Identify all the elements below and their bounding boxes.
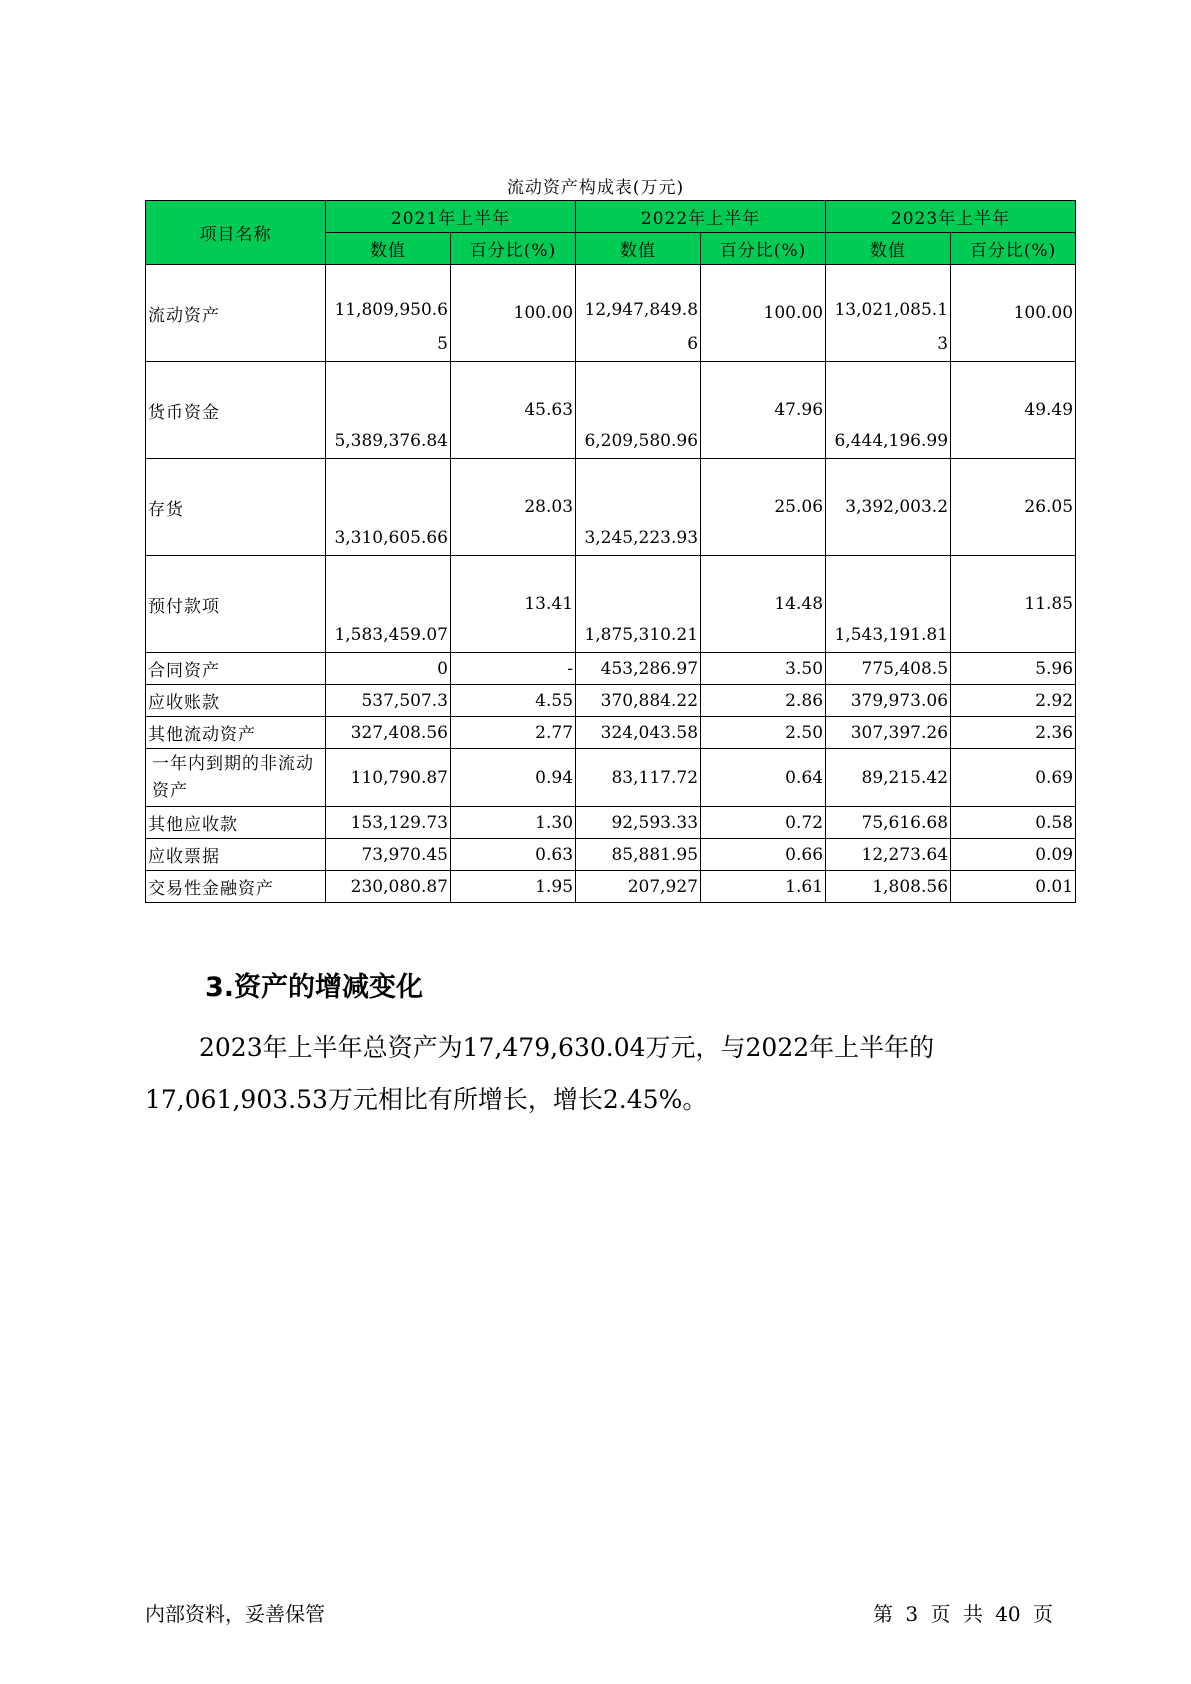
percent-cell: 100.00 <box>701 265 826 362</box>
percent-cell: 100.00 <box>951 265 1076 362</box>
percent-cell: 28.03 <box>451 459 576 556</box>
row-name: 合同资产 <box>146 653 326 685</box>
section-heading: 3.资产的增减变化 <box>205 972 424 1003</box>
table-row <box>146 871 1076 903</box>
value-cell: 1,583,459.07 <box>326 556 451 653</box>
header-value: 数值 <box>826 233 951 265</box>
value-cell: 307,397.26 <box>826 717 951 749</box>
value-cell: 12,947,849.86 <box>576 265 701 362</box>
table-row <box>146 749 1076 807</box>
value-cell: 92,593.33 <box>576 807 701 839</box>
percent-cell: 49.49 <box>951 362 1076 459</box>
percent-cell: 47.96 <box>701 362 826 459</box>
value-cell: 3,392,003.2 <box>826 459 951 556</box>
table-row <box>146 459 1076 556</box>
percent-cell: 14.48 <box>701 556 826 653</box>
header-item-name: 项目名称 <box>146 201 326 265</box>
value-cell: 775,408.5 <box>826 653 951 685</box>
row-name: 其他应收款 <box>146 807 326 839</box>
percent-cell: 13.41 <box>451 556 576 653</box>
value-cell: 83,117.72 <box>576 749 701 807</box>
percent-cell: 11.85 <box>951 556 1076 653</box>
percent-cell: 4.55 <box>451 685 576 717</box>
percent-cell: 0.63 <box>451 839 576 871</box>
percent-cell: 100.00 <box>451 265 576 362</box>
header-percent: 百分比(%) <box>701 233 826 265</box>
percent-cell: 2.86 <box>701 685 826 717</box>
value-cell: 85,881.95 <box>576 839 701 871</box>
value-cell: 379,973.06 <box>826 685 951 717</box>
percent-cell: 3.50 <box>701 653 826 685</box>
percent-cell: 0.94 <box>451 749 576 807</box>
row-name: 交易性金融资产 <box>146 871 326 903</box>
table-row <box>146 685 1076 717</box>
value-cell: 324,043.58 <box>576 717 701 749</box>
header-period-2021: 2021年上半年 <box>326 201 576 233</box>
percent-cell: 1.95 <box>451 871 576 903</box>
row-name: 流动资产 <box>146 265 326 362</box>
value-cell: 1,808.56 <box>826 871 951 903</box>
row-name: 货币资金 <box>146 362 326 459</box>
table-row <box>146 839 1076 871</box>
header-percent: 百分比(%) <box>951 233 1076 265</box>
header-value: 数值 <box>326 233 451 265</box>
value-cell: 327,408.56 <box>326 717 451 749</box>
table-row <box>146 653 1076 685</box>
percent-cell: 0.09 <box>951 839 1076 871</box>
value-cell: 13,021,085.13 <box>826 265 951 362</box>
row-name: 存货 <box>146 459 326 556</box>
value-cell: 6,209,580.96 <box>576 362 701 459</box>
percent-cell: 26.05 <box>951 459 1076 556</box>
percent-cell: 5.96 <box>951 653 1076 685</box>
percent-cell: 2.50 <box>701 717 826 749</box>
value-cell: 153,129.73 <box>326 807 451 839</box>
value-cell: 370,884.22 <box>576 685 701 717</box>
row-name: 预付款项 <box>146 556 326 653</box>
value-cell: 1,875,310.21 <box>576 556 701 653</box>
percent-cell: 0.64 <box>701 749 826 807</box>
percent-cell: 0.01 <box>951 871 1076 903</box>
footer-page-number: 第 3 页 共 40 页 <box>873 1602 1053 1626</box>
percent-cell: 1.61 <box>701 871 826 903</box>
header-value: 数值 <box>576 233 701 265</box>
body-paragraph: 2023年上半年总资产为17,479,630.04万元，与2022年上半年的17,061,903.53万元相比有所增长，增长2.45%。 <box>145 1033 935 1114</box>
value-cell: 6,444,196.99 <box>826 362 951 459</box>
row-name: 其他流动资产 <box>146 717 326 749</box>
row-name: 应收票据 <box>146 839 326 871</box>
table-row <box>146 807 1076 839</box>
percent-cell: - <box>451 653 576 685</box>
footer-confidential-note: 内部资料，妥善保管 <box>145 1602 325 1626</box>
percent-cell: 0.58 <box>951 807 1076 839</box>
percent-cell: 25.06 <box>701 459 826 556</box>
value-cell: 207,927 <box>576 871 701 903</box>
percent-cell: 2.36 <box>951 717 1076 749</box>
row-name: 应收账款 <box>146 685 326 717</box>
table-row <box>146 362 1076 459</box>
percent-cell: 2.92 <box>951 685 1076 717</box>
current-assets-table <box>145 200 1076 903</box>
percent-cell: 0.66 <box>701 839 826 871</box>
header-period-2022: 2022年上半年 <box>576 201 826 233</box>
value-cell: 12,273.64 <box>826 839 951 871</box>
value-cell: 73,970.45 <box>326 839 451 871</box>
table-row <box>146 717 1076 749</box>
row-name: 一年内到期的非流动资产 <box>146 749 326 807</box>
percent-cell: 45.63 <box>451 362 576 459</box>
header-period-2023: 2023年上半年 <box>826 201 1076 233</box>
table-row <box>146 265 1076 362</box>
value-cell: 75,616.68 <box>826 807 951 839</box>
value-cell: 453,286.97 <box>576 653 701 685</box>
value-cell: 537,507.3 <box>326 685 451 717</box>
value-cell: 3,310,605.66 <box>326 459 451 556</box>
value-cell: 0 <box>326 653 451 685</box>
value-cell: 89,215.42 <box>826 749 951 807</box>
percent-cell: 0.72 <box>701 807 826 839</box>
percent-cell: 1.30 <box>451 807 576 839</box>
value-cell: 230,080.87 <box>326 871 451 903</box>
value-cell: 11,809,950.65 <box>326 265 451 362</box>
header-percent: 百分比(%) <box>451 233 576 265</box>
table-row <box>146 556 1076 653</box>
percent-cell: 0.69 <box>951 749 1076 807</box>
value-cell: 1,543,191.81 <box>826 556 951 653</box>
value-cell: 110,790.87 <box>326 749 451 807</box>
table-caption: 流动资产构成表(万元) <box>506 178 685 198</box>
percent-cell: 2.77 <box>451 717 576 749</box>
value-cell: 5,389,376.84 <box>326 362 451 459</box>
value-cell: 3,245,223.93 <box>576 459 701 556</box>
